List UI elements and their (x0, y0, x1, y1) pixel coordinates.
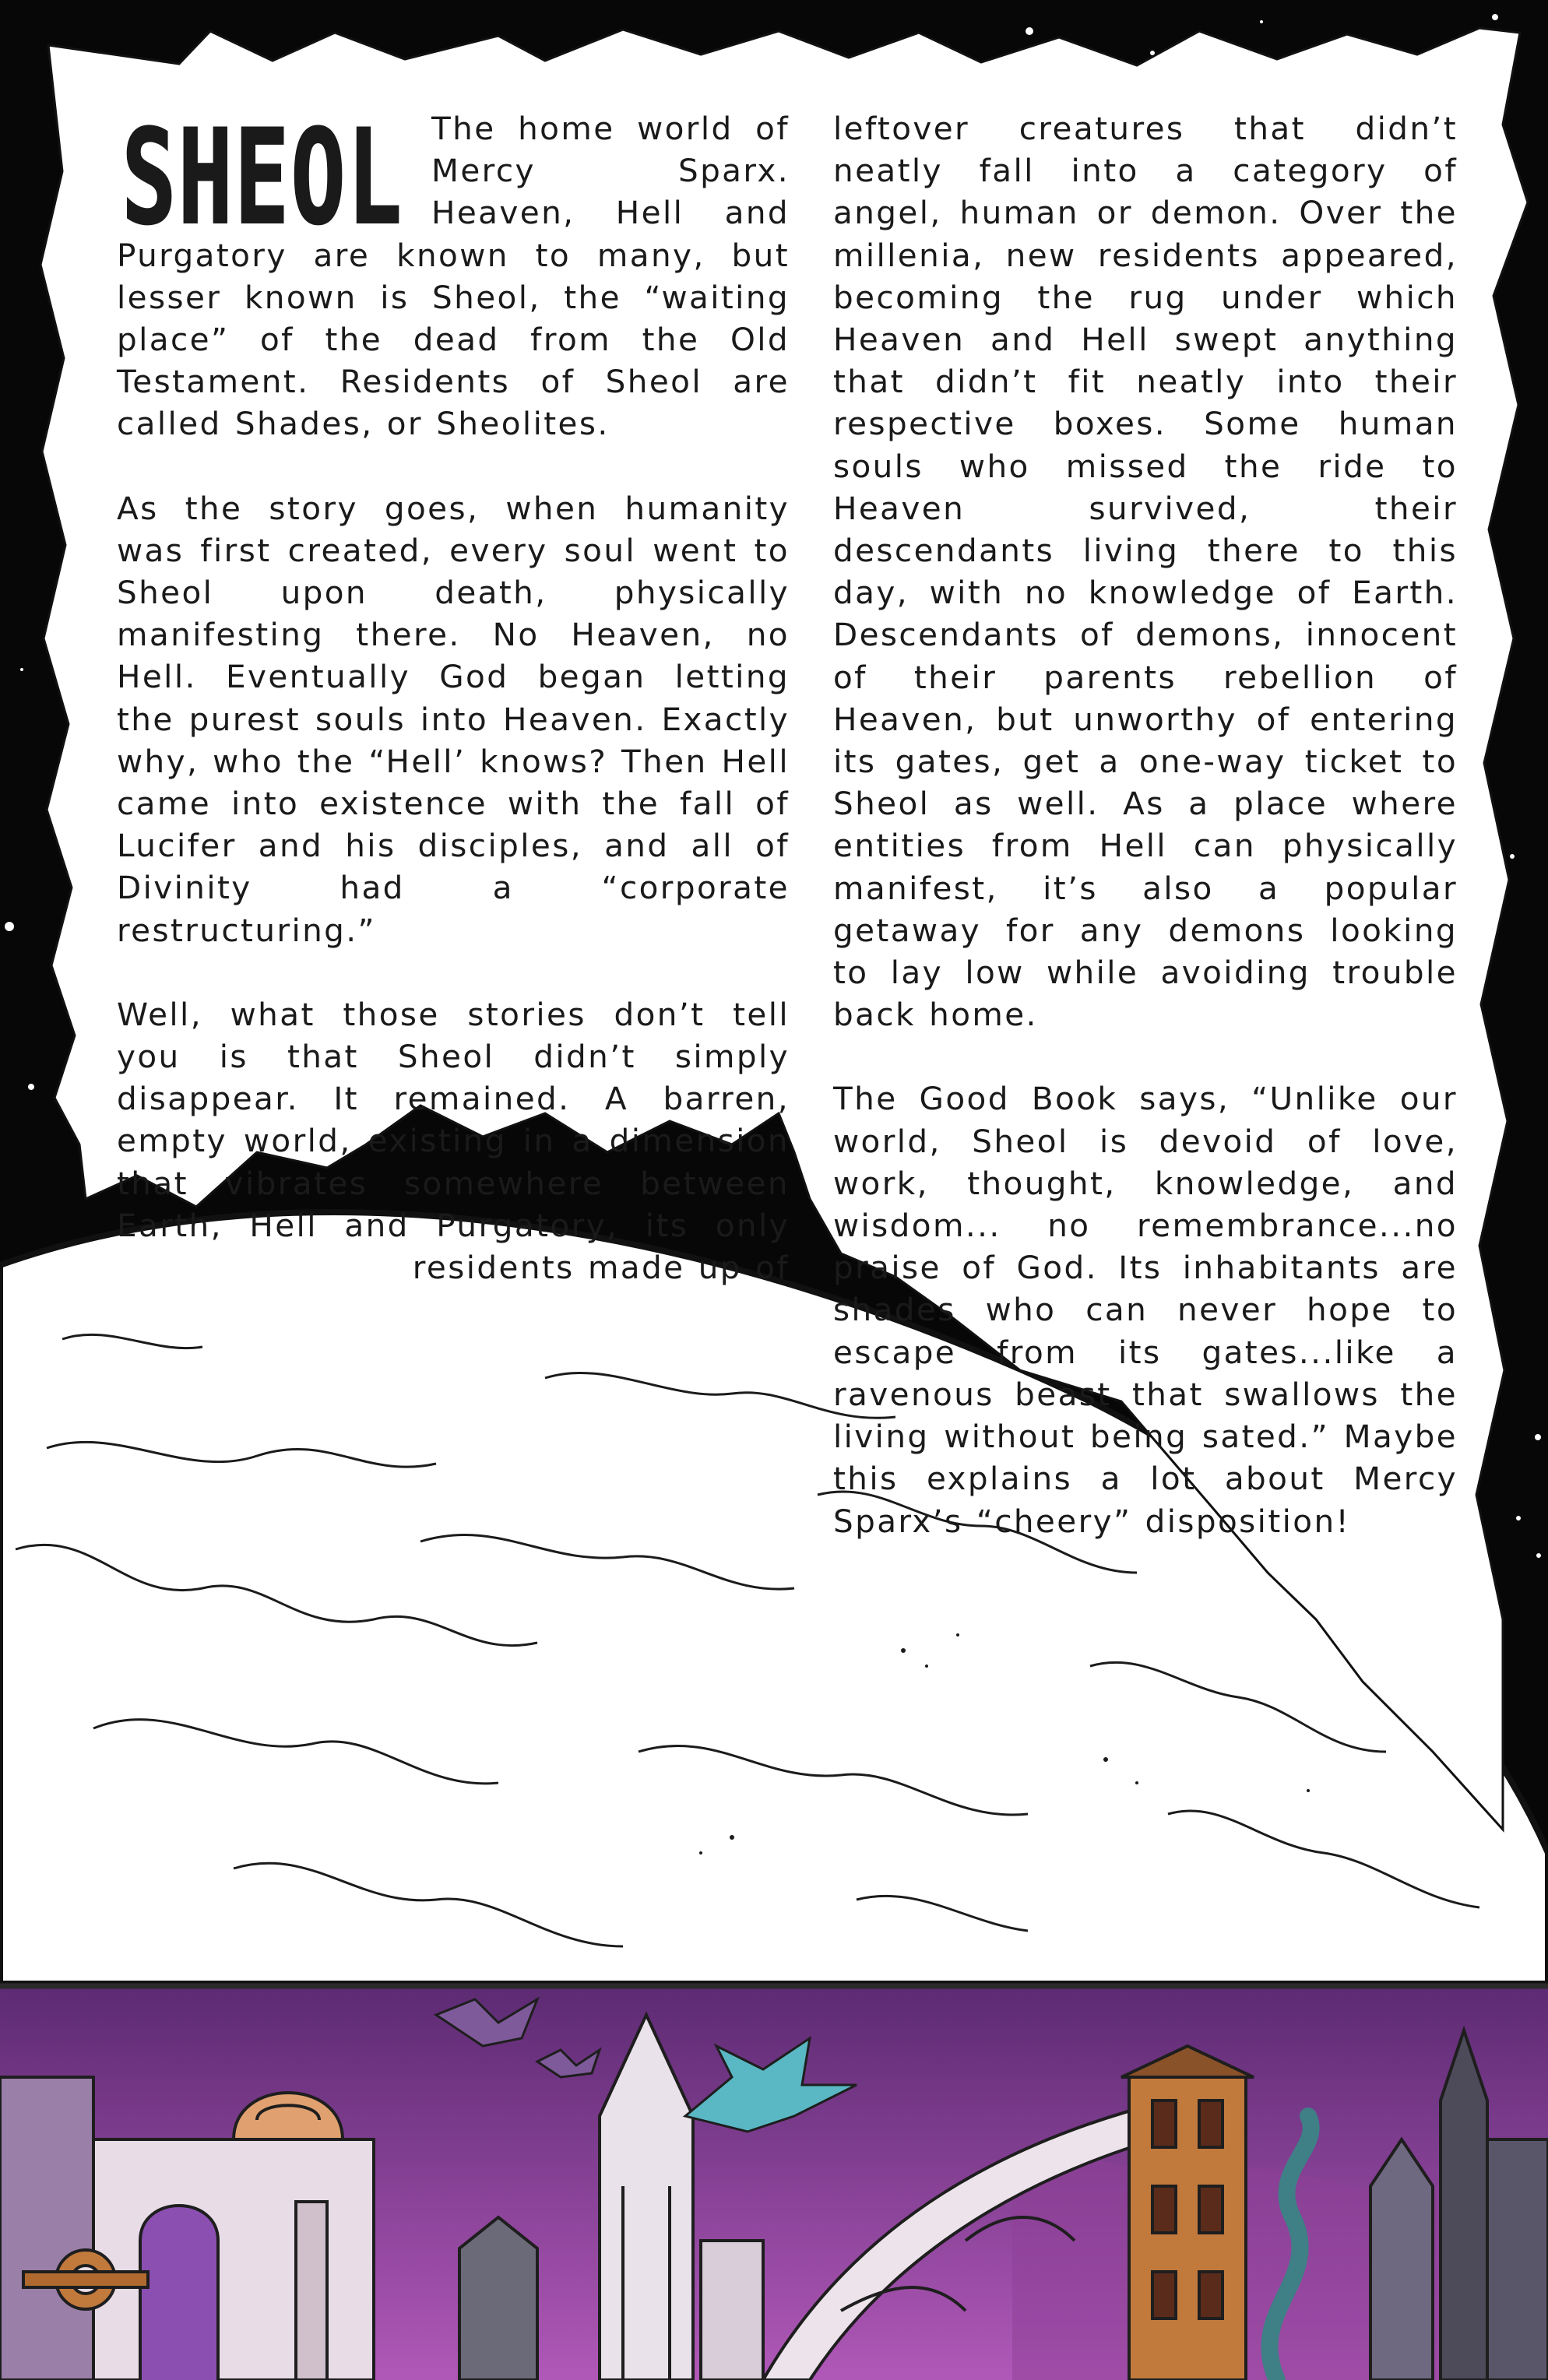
gothic-city-icon (0, 1984, 1548, 2380)
paragraph-intro: The home world of Mercy Sparx. Heaven, Hell and Purgatory are known to many, but lesser known is Sheol, the “waiting place” of the dead from the Old Testament. Residents of Sheol are called Shades, or Sheolites. (117, 110, 790, 443)
title-text: SHEOL (121, 101, 403, 254)
paragraph-residents: leftover creatures that didn’t neatly fall into a category of angel, human or demon. Over the millenia, new residents appeared, becoming the rug under which Heaven and Hell swept anything that didn’t fit neatly into their respective boxes. Some human souls who missed the ride to Heaven survived, their descendants living there to this day, with no knowledge of Earth. Descendants of demons, innocent of their parents rebellion of Heaven, but unworthy of entering its gates, get a one-way ticket to Sheol as well. As a place where entities from Hell can physically manifest, it’s also a popular getaway for any demons looking to lay low while avoiding trouble back home. (833, 110, 1458, 1034)
article-right-column (833, 107, 1458, 1542)
paragraph-good-book: The Good Book says, “Unlike our world, Sheol is devoid of love, work, thought, knowledge, and wisdom... no remembrance...no praise of God. Its inhabitants are shades who can never hope to escape from its gates...like a ravenous beast that swallows the living without being sated.” Maybe this explains a lot about Mercy Sparx’s “cheery” disposition! (833, 1080, 1458, 1540)
paragraph-remained: Well, what those stories don’t tell you is that Sheol didn’t simply disappear. It remained. A barren, empty world, existing in a dimension that vibrates somewhere between Earth, Hell and Purgatory, its only residents made up of (117, 995, 790, 1287)
article-left-column (117, 101, 790, 1288)
paragraph-history: As the story goes, when humanity was first created, every soul went to Sheol upon death, physically manifesting there. No Heaven, no Hell. Eventually God began letting the purest souls into Heaven. Exactly why, who the “Hell’ knows? Then Hell came into existence with the fall of Lucifer and his disciples, and all of Divinity had a “corporate restructuring.” (117, 489, 790, 949)
article-title (117, 101, 413, 254)
bell-tower (1121, 2046, 1254, 2380)
